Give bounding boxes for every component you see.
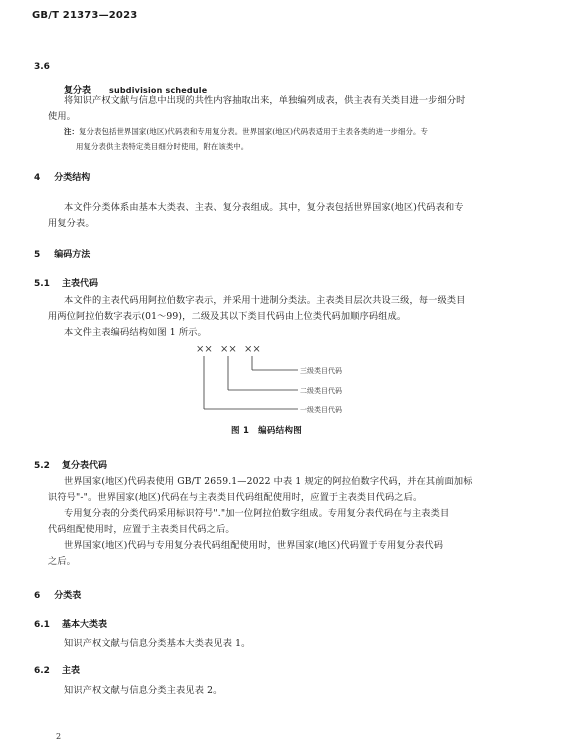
term-english: subdivision schedule xyxy=(109,86,208,95)
section-6-2-body: 知识产权文献与信息分类主表见表 2。 xyxy=(64,685,223,696)
section-number: 5.1 xyxy=(34,279,50,289)
note-block xyxy=(64,125,428,139)
section-title: 基本大类表 xyxy=(61,620,107,630)
page-number: 2 xyxy=(56,732,62,741)
paragraph-line: 用复分表。 xyxy=(48,218,95,229)
paragraph-line: 专用复分表的分类代码采用标识符号"."加一位阿拉伯数字组成。专用复分表代码在与主表类目 xyxy=(64,508,450,519)
paragraph-line: 用两位阿拉伯数字表示(01～99)，二级及其以下类目代码由上位类代码加顺序码组成。 xyxy=(48,311,407,322)
coding-structure-diagram xyxy=(190,340,370,422)
section-number: 5 xyxy=(34,250,41,260)
standard-number: GB/T 21373—2023 xyxy=(32,10,138,21)
section-5-2-body xyxy=(64,506,449,522)
section-title: 主表代码 xyxy=(61,279,98,289)
term-chinese: 复分表 xyxy=(64,86,92,96)
code-level-3: ×× xyxy=(244,344,261,355)
section-5-1-heading xyxy=(34,276,98,289)
figure-caption: 图 1 编码结构图 xyxy=(231,426,303,436)
note-block-cont xyxy=(76,140,248,154)
section-title: 主表 xyxy=(61,666,80,676)
paragraph-line: 识符号"-"。世界国家(地区)代码在与主表类目代码组配使用时，应置于主表类目代码之后。 xyxy=(48,492,423,503)
section-5-2-body xyxy=(48,554,76,570)
section-6-heading xyxy=(34,588,81,601)
definition-text-cont xyxy=(48,109,76,125)
paragraph-line: 本文件的主表代码用阿拉伯数字表示，并采用十进制分类法。主表类目层次共设三级，每一级类目 xyxy=(64,295,466,306)
section-5-heading xyxy=(34,247,90,260)
section-title: 编码方法 xyxy=(54,250,91,260)
clause-number-3-6: 3.6 xyxy=(34,62,50,72)
paragraph-line: 本文件主表编码结构如图 1 所示。 xyxy=(64,327,207,338)
section-5-1-body xyxy=(64,293,466,309)
section-number: 5.2 xyxy=(34,461,50,471)
paragraph-line: 代码组配使用时，应置于主表类目代码之后。 xyxy=(48,524,235,535)
paragraph-line: 世界国家(地区)代码表使用 GB/T 2659.1—2022 中表 1 规定的阿拉伯数字代码，并在其前面加标 xyxy=(64,476,473,487)
paragraph-line: 使用。 xyxy=(48,111,77,122)
section-5-2-body xyxy=(48,490,422,506)
note-label: 注： xyxy=(64,127,79,136)
note-line: 用复分表供主表特定类目细分时使用，附在该类中。 xyxy=(76,142,249,151)
paragraph-line: 世界国家(地区)代码与专用复分表代码组配使用时，世界国家(地区)代码置于专用复分表代码 xyxy=(64,540,444,551)
section-number: 6 xyxy=(34,591,41,601)
section-5-1-body-cont xyxy=(48,309,406,325)
section-4-heading xyxy=(34,170,90,183)
label-level-3: 三级类目代码 xyxy=(300,367,342,375)
label-level-1: 一级类目代码 xyxy=(300,406,342,414)
section-6-2-heading xyxy=(34,663,80,676)
paragraph-line: 将知识产权文献与信息中出现的共性内容抽取出来，单独编列成表，供主表有关类目进一步细分时 xyxy=(64,95,466,106)
section-4-body-cont xyxy=(48,216,95,232)
code-level-2: ×× xyxy=(220,344,237,355)
definition-text xyxy=(64,93,466,109)
section-5-2-body xyxy=(48,522,235,538)
section-6-1-body: 知识产权文献与信息分类基本大类表见表 1。 xyxy=(64,638,251,649)
code-level-1: ×× xyxy=(196,344,213,355)
section-number: 4 xyxy=(34,173,41,183)
section-5-2-heading xyxy=(34,458,107,471)
section-5-1-body-fig-ref xyxy=(64,325,207,341)
section-6-1-heading xyxy=(34,617,107,630)
section-5-2-body xyxy=(64,474,473,490)
note-line: 复分表包括世界国家(地区)代码表和专用复分表。世界国家(地区)代码表适用于主表各类的进一步细分。专 xyxy=(78,127,429,136)
section-4-body xyxy=(64,200,464,216)
section-title: 分类表 xyxy=(54,591,82,601)
section-number: 6.2 xyxy=(34,666,50,676)
paragraph-line: 本文件分类体系由基本大类表、主表、复分表组成。其中，复分表包括世界国家(地区)代码表和专 xyxy=(64,202,464,213)
paragraph-line: 之后。 xyxy=(48,556,77,567)
section-5-2-body xyxy=(64,538,443,554)
section-title: 复分表代码 xyxy=(61,461,107,471)
section-number: 6.1 xyxy=(34,620,50,630)
section-title: 分类结构 xyxy=(54,173,91,183)
label-level-2: 二级类目代码 xyxy=(300,387,342,395)
